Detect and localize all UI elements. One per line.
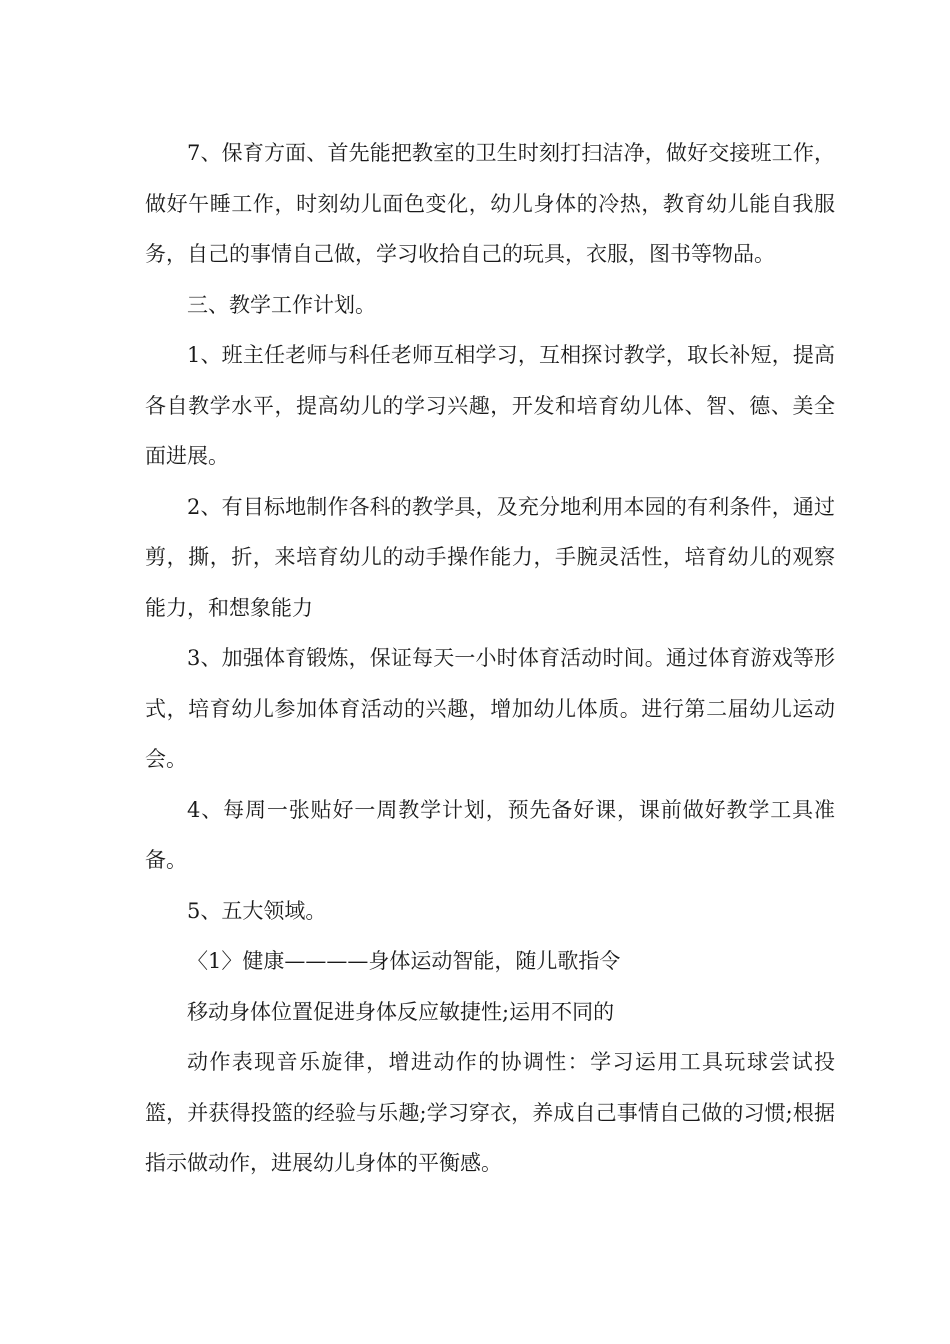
paragraph-item-5: 5、五大领域。	[187, 898, 327, 923]
paragraph-item-4: 4、每周一张贴好一周教学计划，预先备好课，课前做好教学工具准备。	[145, 797, 835, 872]
paragraph-item-2: 2、有目标地制作各科的教学具，及充分地利用本园的有利条件，通过剪，撕，折，来培育幼儿的动手操作能力，手腕灵活性，培育幼儿的观察能力，和想象能力	[145, 494, 835, 620]
document-body	[145, 128, 835, 1189]
paragraph-item-1: 1、班主任老师与科任老师互相学习，互相探讨教学，取长补短，提高各自教学水平，提高幼儿的学习兴趣，开发和培育幼儿体、智、德、美全面进展。	[145, 343, 835, 468]
paragraph-health-details: 动作表现音乐旋律，增进动作的协调性：学习运用工具玩球尝试投篮，并获得投篮的经验与乐趣;学习穿衣，养成自己事情自己做的习惯;根据指示做动作，进展幼儿身体的平衡感。	[145, 1050, 835, 1175]
paragraph-childcare: 7、保育方面、首先能把教室的卫生时刻打扫洁净，做好交接班工作，做好午睡工作，时刻幼儿面色变化，幼儿身体的冷热，教育幼儿能自我服务，自己的事情自己做，学习收拾自己的玩具，衣服，图书等物品。	[145, 141, 835, 266]
paragraph-health-heading: 〈1〉健康————身体运动智能，随儿歌指令	[187, 949, 621, 973]
paragraph-item-3: 3、加强体育锻炼，保证每天一小时体育活动时间。通过体育游戏等形式，培育幼儿参加体育活动的兴趣，增加幼儿体质。进行第二届幼儿运动会。	[145, 646, 835, 771]
section-heading-teaching-plan: 三、教学工作计划。	[187, 292, 376, 317]
paragraph-health-line: 移动身体位置促进身体反应敏捷性;运用不同的	[187, 999, 615, 1024]
